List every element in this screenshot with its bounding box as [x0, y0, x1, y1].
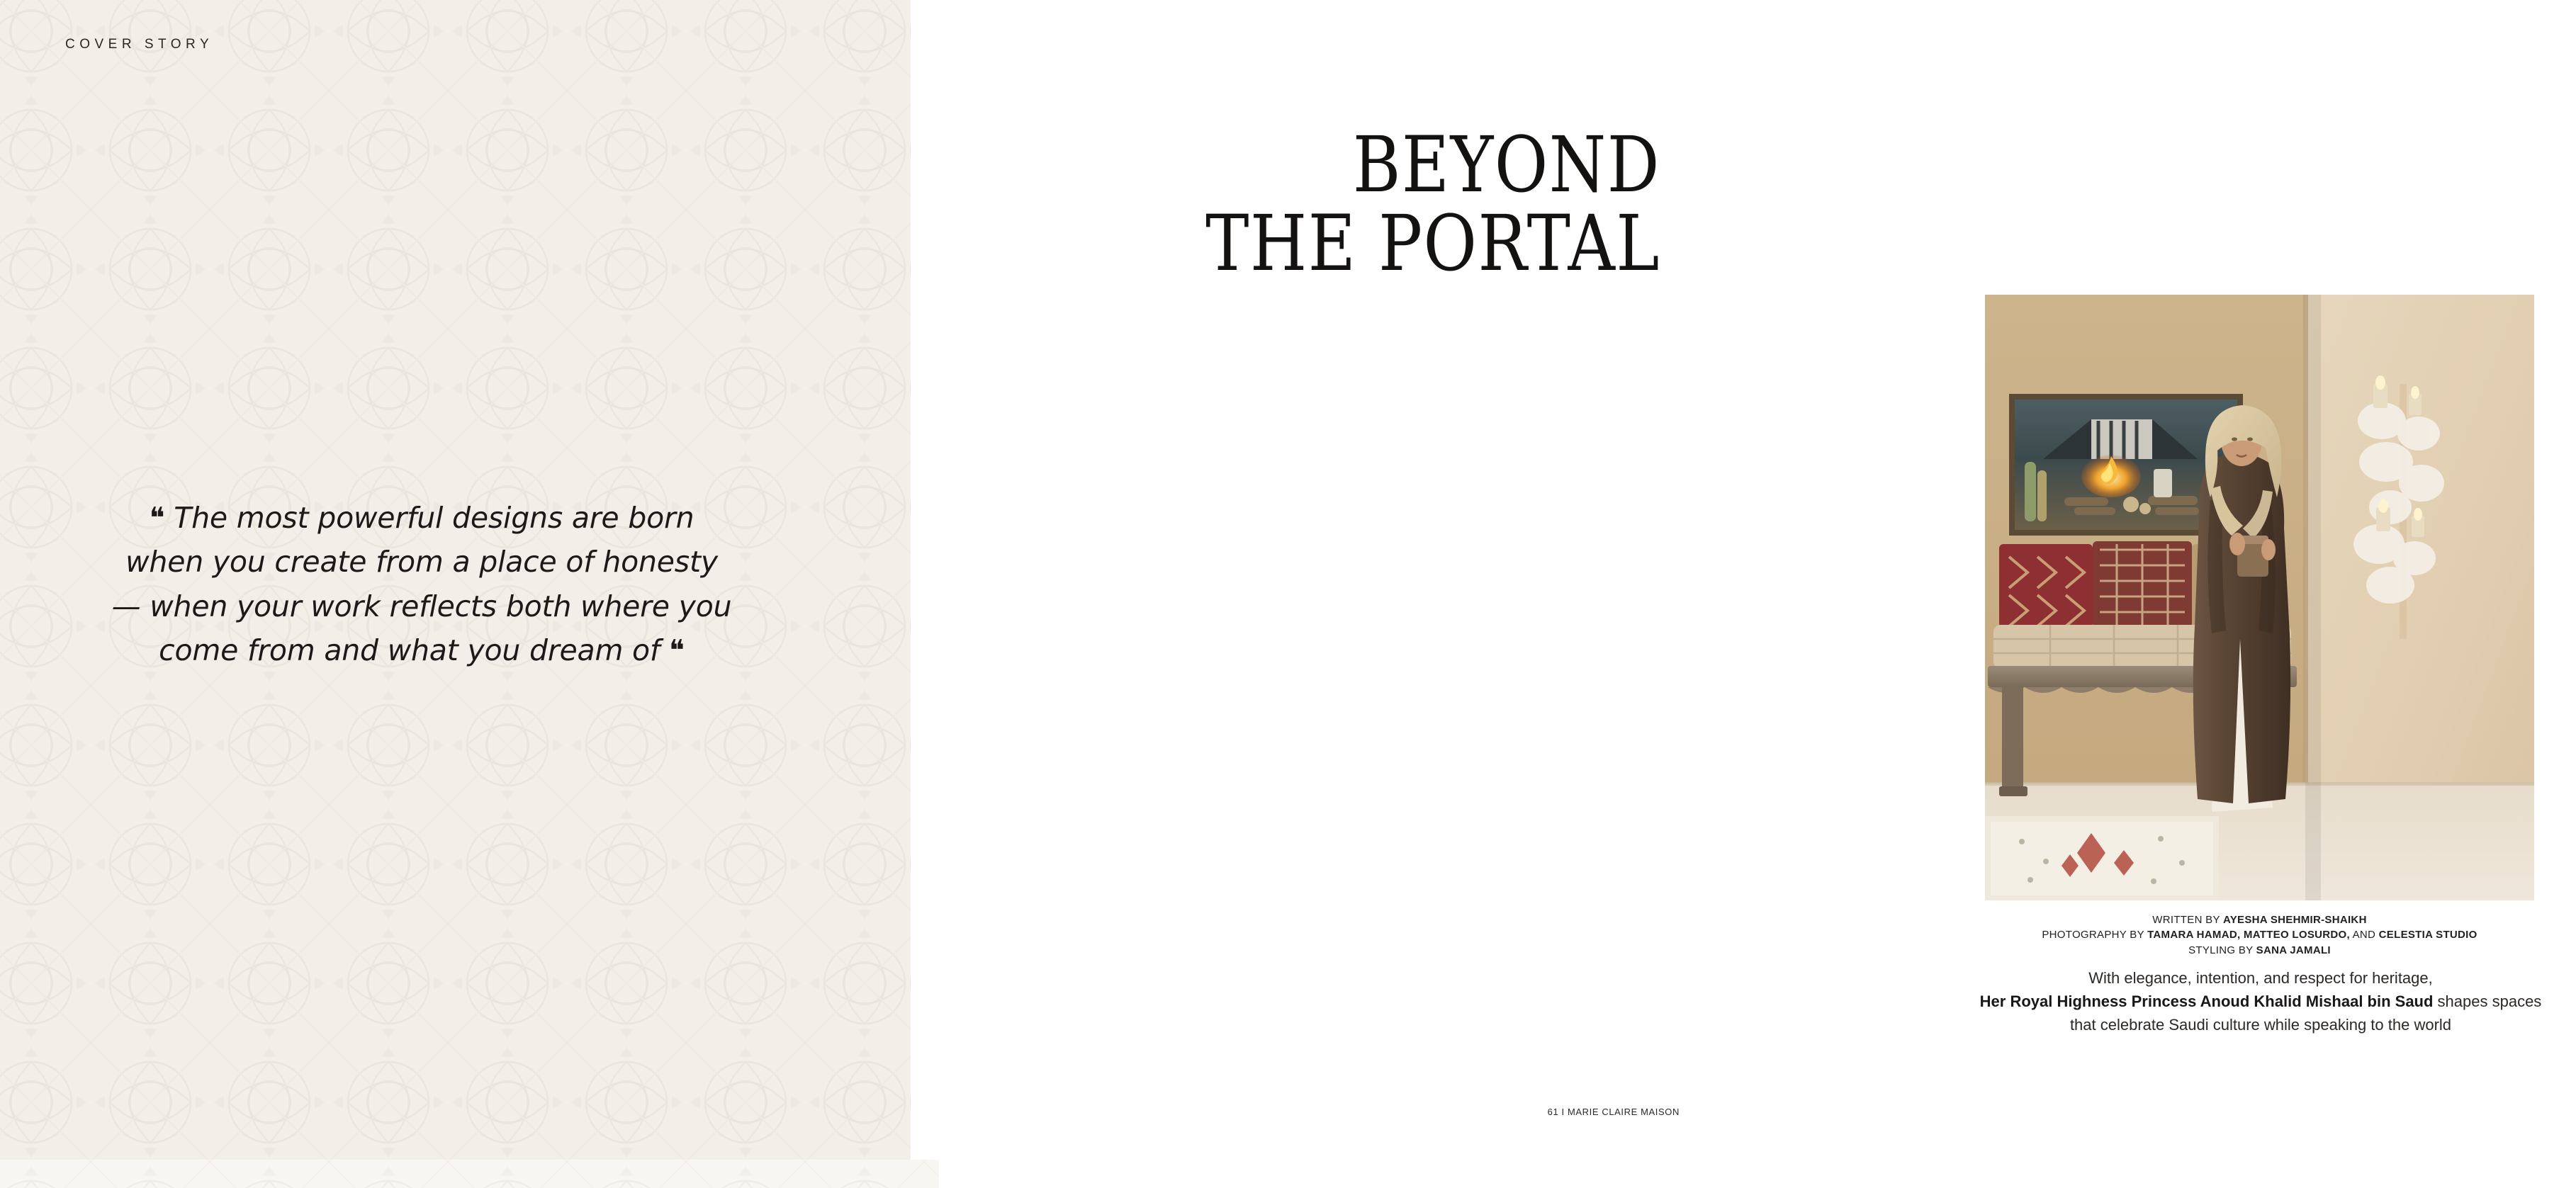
right-page: [911, 0, 2542, 1160]
pullquote-line-3: — when your work reflects both where you: [111, 589, 732, 623]
pullquote-text: [106, 496, 737, 672]
kicker-cover-story: COVER STORY: [65, 37, 214, 52]
dek-line-2-rest: shapes spaces: [2433, 992, 2542, 1010]
credit-photo-conjunction: AND: [2349, 929, 2379, 941]
credit-written-by: [1985, 912, 2534, 927]
credit-photo-prefix: PHOTOGRAPHY BY: [2042, 929, 2148, 941]
credit-photography-by: [1985, 927, 2534, 942]
credit-written-prefix: WRITTEN BY: [2152, 914, 2223, 926]
dek-line-1: With elegance, intention, and respect for heritage,: [2088, 969, 2433, 987]
credit-photographers: TAMARA HAMAD, MATTEO LOSURDO,: [2147, 929, 2350, 941]
pullquote-line-2: when you create from a place of honesty: [125, 545, 718, 579]
credit-photo-studio: CELESTIA STUDIO: [2378, 929, 2477, 941]
pullquote-block: [106, 496, 737, 672]
credit-stylist-name: SANA JAMALI: [2256, 944, 2331, 956]
credits-block: [1985, 912, 2534, 958]
page-title: [952, 120, 1660, 288]
pullquote-line-4: come from and what you dream of ❝: [159, 633, 685, 667]
dek-line-3: that celebrate Saudi culture while speaking to the world: [2069, 1016, 2452, 1034]
credit-writer-name: AYESHA SHEHMIR-SHAIKH: [2222, 914, 2367, 926]
hero-image: [1985, 295, 2534, 900]
dek-line-2: [1945, 990, 2576, 1013]
left-page: [0, 0, 911, 1160]
dek-subject-name: Her Royal Highness Princess Anoud Khalid Mishaal bin Saud: [1979, 992, 2434, 1010]
page-folio: 61 I MARIE CLAIRE MAISON: [1547, 1107, 1680, 1117]
pullquote-line-1: ❝ The most powerful designs are born: [149, 501, 694, 535]
credit-styling-prefix: STYLING BY: [2188, 944, 2256, 956]
headline-line-1: BEYOND: [1352, 120, 1660, 210]
headline-line-2: THE PORTAL: [1205, 198, 1660, 288]
credit-styling-by: [1985, 943, 2534, 958]
standfirst-text: [1945, 966, 2576, 1036]
